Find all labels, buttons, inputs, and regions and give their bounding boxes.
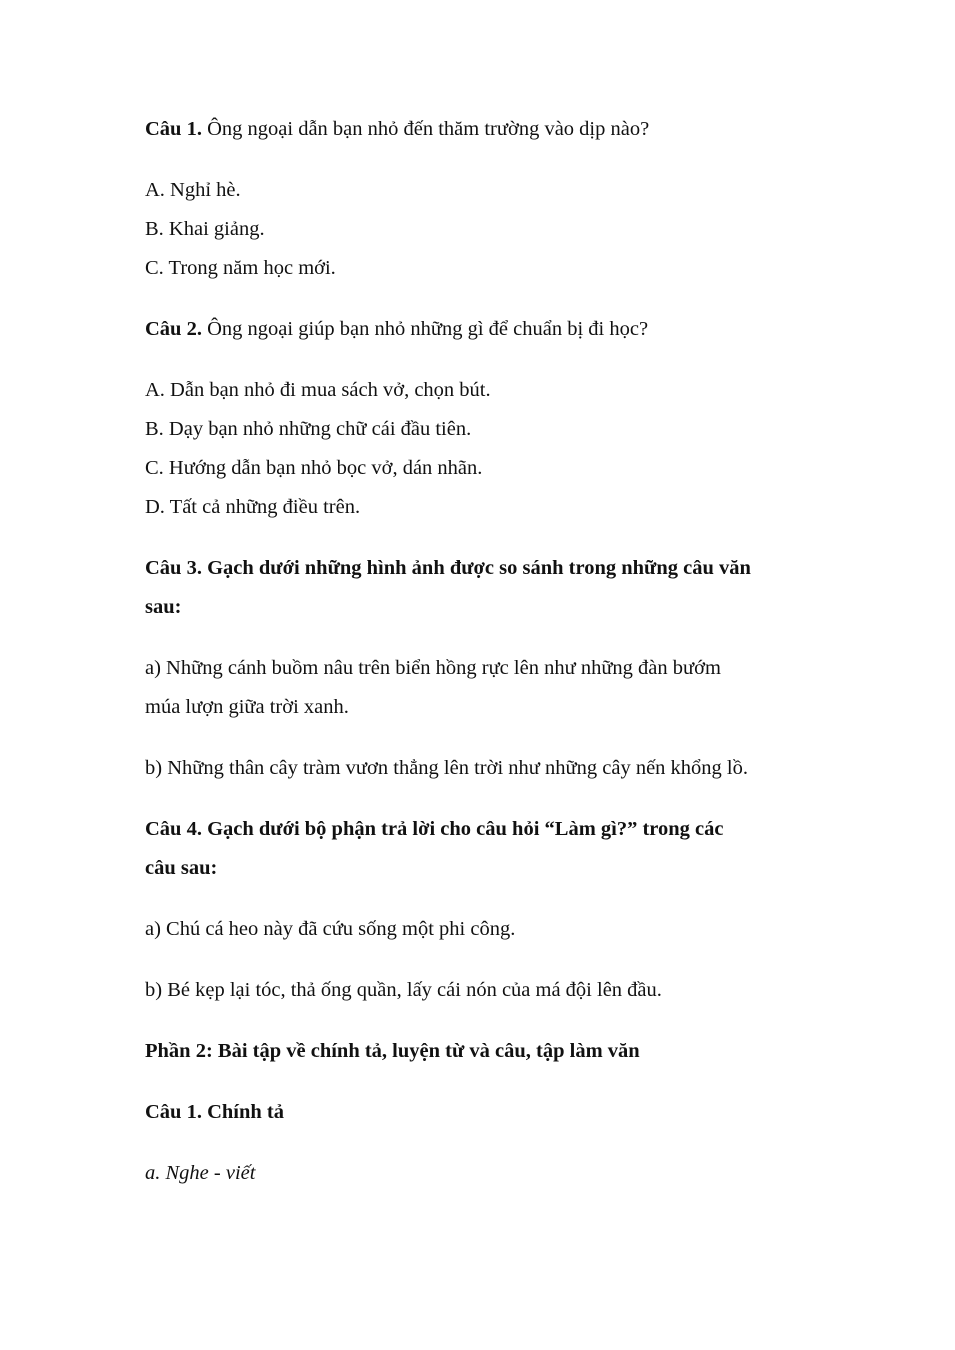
question-2-option-b: B. Dạy bạn nhỏ những chữ cái đầu tiên. — [145, 418, 472, 440]
question-4-sentence-b: b) Bé kẹp lại tóc, thả ống quần, lấy cái nón của má đội lên đầu. — [145, 979, 662, 1001]
question-4-heading-line-2: câu sau: — [145, 857, 218, 879]
question-3-sentence-b: b) Những thân cây tràm vươn thẳng lên trời như những cây nến khổng lồ. — [145, 757, 748, 779]
question-3-heading-line-2: sau: — [145, 596, 182, 618]
question-2-option-d: D. Tất cả những điều trên. — [145, 496, 361, 518]
question-1-option-c: C. Trong năm học mới. — [145, 257, 336, 279]
question-2-option-a: A. Dẫn bạn nhỏ đi mua sách vở, chọn bút. — [145, 379, 491, 401]
part-2-subsection-a: a. Nghe - viết — [145, 1162, 256, 1184]
question-1-label: Câu 1. — [145, 118, 202, 140]
question-3-sentence-a-line-1: a) Những cánh buồm nâu trên biển hồng rực lên như những đàn bướm — [145, 657, 721, 679]
question-3-heading-line-1: Câu 3. Gạch dưới những hình ảnh được so sánh trong những câu văn — [145, 557, 751, 579]
part-2-heading: Phần 2: Bài tập về chính tả, luyện từ và câu, tập làm văn — [145, 1040, 640, 1062]
question-2-label: Câu 2. — [145, 318, 202, 340]
question-2 — [145, 317, 648, 341]
question-1-option-a: A. Nghỉ hè. — [145, 179, 241, 201]
question-2-option-c: C. Hướng dẫn bạn nhỏ bọc vở, dán nhãn. — [145, 457, 483, 479]
question-4-sentence-a: a) Chú cá heo này đã cứu sống một phi công. — [145, 918, 516, 940]
question-1-option-b: B. Khai giảng. — [145, 218, 265, 240]
question-1-text: Ông ngoại dẫn bạn nhỏ đến thăm trường vào dịp nào? — [201, 118, 650, 140]
question-4-heading-line-1: Câu 4. Gạch dưới bộ phận trả lời cho câu hỏi “Làm gì?” trong các — [145, 818, 724, 840]
part-2-question-1-heading: Câu 1. Chính tả — [145, 1101, 284, 1123]
question-3-sentence-a-line-2: múa lượn giữa trời xanh. — [145, 696, 349, 718]
question-1 — [145, 117, 649, 141]
question-2-text: Ông ngoại giúp bạn nhỏ những gì để chuẩn bị đi học? — [201, 318, 649, 340]
